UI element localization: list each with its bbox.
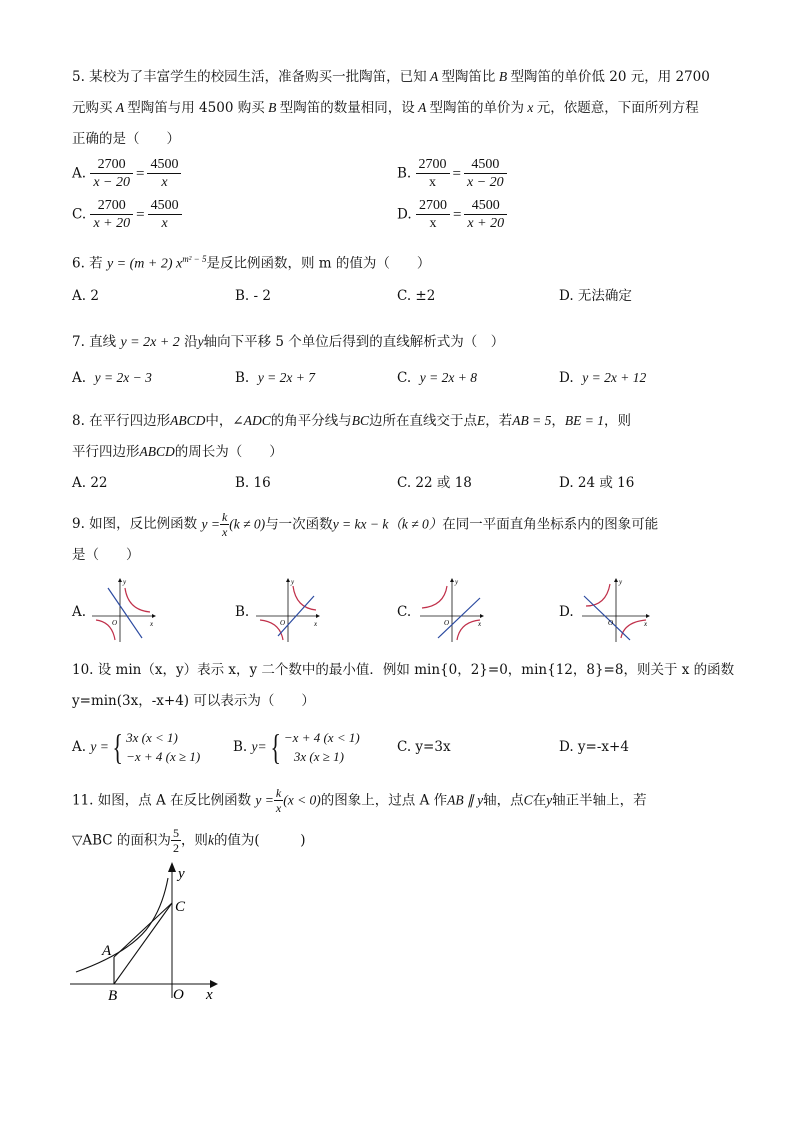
q8-option-d[interactable]: D. 24 或 16	[559, 475, 635, 491]
q8-line1: 8. 在平行四边形ABCD中，∠ADC的角平分线与BC边所在直线交于点E，若AB = 5，BE = 1，则	[72, 413, 631, 429]
q7-text: 轴向下平移 5 个单位后得到的直线解析式为（ ）	[203, 334, 505, 350]
piecewise	[126, 728, 200, 766]
q9-graph-c[interactable]	[418, 576, 486, 644]
fraction	[464, 197, 507, 232]
q5-text: 元，依题意，下面所列方程	[536, 100, 699, 116]
numerator: 4500	[464, 197, 507, 215]
hyperbola-branch	[586, 584, 610, 606]
q9-graph-a[interactable]	[90, 576, 158, 644]
option-label: D.	[397, 206, 412, 223]
numerator: 5	[172, 826, 179, 840]
linear-graph	[584, 596, 630, 640]
hyperbola-curve	[76, 878, 168, 972]
axis-label-y: y	[123, 578, 127, 586]
q9-option-d-label[interactable]: D.	[559, 604, 574, 620]
q8-text: 的周长为（ ）	[174, 444, 283, 460]
q8-text: ，则	[603, 413, 631, 429]
piecewise-row: 3x (x ≥ 1)	[293, 749, 344, 764]
q5-text: 5. 某校为了丰富学生的校园生活，准备购买一批陶笛，已知	[72, 69, 427, 85]
q9-line1	[72, 510, 658, 539]
q8-option-b[interactable]: B. 16	[235, 475, 271, 491]
q8-text: 的角平分线与	[270, 413, 352, 429]
y-axis-arrow	[168, 862, 176, 872]
fraction	[220, 510, 229, 539]
q11-c: C	[523, 792, 533, 808]
option-label: A.	[72, 739, 87, 755]
option-formula: y = 2x + 7	[257, 370, 316, 385]
axis-label-y: y	[178, 866, 185, 882]
piecewise	[284, 728, 360, 766]
q7-text: 7. 直线	[72, 334, 117, 350]
option-label: C.	[72, 206, 87, 223]
segment-ac	[114, 903, 172, 957]
option-lhs: y =	[90, 739, 109, 754]
q9-formula2: y = kx − k	[332, 516, 389, 532]
y-axis-arrow	[450, 578, 454, 582]
fraction	[416, 156, 450, 191]
denominator: 2	[172, 841, 179, 855]
q11-condition: (x < 0)	[283, 792, 321, 808]
option-formula: y = 2x + 12	[582, 370, 647, 385]
origin-label: O	[112, 619, 118, 627]
q5-text: 型陶笛的单价低 20 元，用 2700	[510, 69, 710, 85]
q7-option-b[interactable]	[235, 369, 315, 387]
q11-figure	[66, 858, 226, 1006]
q9-condition: (k ≠ 0)	[229, 516, 266, 532]
q5-text: 元购买	[72, 100, 113, 116]
axis-label-y: y	[291, 578, 295, 586]
q11-text: ，则	[180, 832, 208, 849]
q9-option-a-label[interactable]: A.	[72, 604, 87, 620]
hyperbola-branch	[422, 586, 447, 608]
option-label: B.	[397, 165, 412, 182]
option-formula: y = 2x − 3	[94, 370, 152, 385]
point-label-c: C	[175, 899, 186, 915]
denominator: x + 20	[467, 216, 505, 231]
fraction	[416, 197, 450, 232]
denominator: x	[161, 175, 168, 190]
piecewise-row: −x + 4 (x ≥ 1)	[126, 749, 201, 764]
q9-text: 9. 如图，反比例函数	[72, 516, 198, 532]
q6-option-b[interactable]: B. - 2	[235, 288, 271, 304]
fraction	[90, 156, 133, 191]
q10-line1: 10. 设 min（x，y）表示 x，y 二个数中的最小值．例如 min{0，2}=0，min{12，8}=8，则关于 x 的函数	[72, 662, 735, 678]
numerator: k	[221, 510, 228, 524]
q11-text: 在	[532, 792, 547, 809]
q11-text: 的图象上，过点 A 作	[320, 792, 448, 809]
piecewise-row: −x + 4 (x < 1)	[283, 730, 360, 745]
q7-option-a[interactable]	[72, 369, 152, 387]
fraction	[171, 826, 181, 855]
axis-label-x: x	[150, 620, 154, 628]
q9-graph-b[interactable]	[254, 576, 322, 644]
q9-option-c-label[interactable]: C.	[397, 604, 412, 620]
numerator: 2700	[90, 156, 133, 174]
q7-axis: y	[197, 334, 204, 349]
numerator: 4500	[148, 197, 182, 215]
q5-option-d[interactable]: D. $\frac{2700}{x}$ = $\frac{4500}{x + 20}$	[397, 197, 507, 232]
q8-abcd: ABCD	[170, 413, 206, 428]
q11-line1	[72, 786, 647, 815]
q10-option-a[interactable]	[72, 728, 200, 766]
option-label: A.	[72, 165, 87, 182]
option-lhs: y=	[251, 739, 267, 754]
q6-stem	[72, 250, 430, 274]
q9-text: 在同一平面直角坐标系内的图象可能	[442, 516, 659, 533]
q11-y: y	[546, 792, 553, 808]
q11-text: ▽ABC 的面积为	[72, 832, 171, 849]
q10-option-d[interactable]: D. y=-x+4	[559, 739, 629, 755]
q9-formula-lhs: y =	[201, 516, 220, 532]
numerator: 2700	[416, 197, 450, 215]
q8-option-a[interactable]: A. 22	[72, 475, 108, 491]
fraction	[274, 786, 283, 815]
x-axis-arrow	[152, 614, 156, 618]
fraction	[148, 197, 182, 232]
q11-text: 的值为( )	[213, 832, 306, 849]
axis-label-x: x	[644, 620, 648, 628]
segment-bc	[114, 903, 172, 984]
q7-option-c[interactable]	[397, 369, 477, 387]
x-axis-arrow	[316, 614, 320, 618]
q11-k: k	[207, 832, 214, 848]
piecewise-row: 3x (x < 1)	[126, 730, 178, 745]
option-label: C.	[397, 370, 412, 386]
q8-line2	[72, 443, 283, 461]
q6-option-c[interactable]: C. ±2	[397, 288, 436, 304]
origin-label: O	[608, 619, 614, 627]
axis-label-y: y	[455, 578, 459, 586]
hyperbola-branch	[125, 588, 150, 612]
fraction	[464, 156, 507, 191]
origin-label: O	[444, 619, 450, 627]
q10-option-b[interactable]	[233, 728, 360, 766]
q5-text: 型陶笛与用 4500 购买	[127, 100, 265, 116]
denominator: x + 20	[93, 216, 131, 231]
q8-abcd: ABCD	[139, 444, 175, 459]
option-label: B.	[233, 739, 248, 755]
point-label-b: B	[108, 988, 118, 1004]
numerator: 2700	[416, 156, 450, 174]
y-axis-arrow	[118, 578, 122, 582]
denominator: x	[275, 801, 282, 815]
q5-option-c[interactable]: C. $\frac{2700}{x + 20}$ = $\frac{4500}{x}$	[72, 197, 182, 232]
q9-graph-d[interactable]	[580, 576, 654, 644]
q8-be1: BE = 1	[564, 413, 604, 428]
q8-text: ，若	[485, 413, 513, 429]
q10-line2: y=min(3x，-x+4) 可以表示为（ ）	[72, 693, 315, 709]
brace-icon: {	[112, 727, 123, 767]
q11-text: 轴，点	[483, 792, 524, 809]
q9-condition: （k ≠ 0）	[388, 516, 443, 532]
q7-option-d[interactable]	[559, 369, 646, 387]
q5-line3: 正确的是（ ）	[72, 131, 180, 147]
denominator: x	[161, 216, 168, 231]
denominator: x	[429, 175, 437, 190]
q5-text: 型陶笛的单价为	[429, 100, 524, 116]
numerator: 4500	[147, 156, 181, 174]
y-axis-arrow	[286, 578, 290, 582]
q5-text: 型陶笛比	[441, 69, 496, 85]
q11-text: 轴正半轴上，若	[552, 792, 647, 809]
q9-text: 与一次函数	[265, 516, 333, 533]
q8-text: 8. 在平行四边形	[72, 413, 171, 429]
option-formula: y = 2x + 8	[419, 370, 477, 385]
q8-adc: ADC	[243, 413, 271, 428]
option-label: D.	[559, 370, 574, 386]
q11-text: 11. 如图，点 A 在反比例函数	[72, 792, 252, 809]
q11-ab: AB ∥ y	[447, 792, 484, 808]
q5-text: 型陶笛的数量相同，设	[279, 100, 415, 116]
origin-label: O	[280, 619, 286, 627]
q8-ab5: AB = 5	[512, 413, 552, 428]
axis-label-x: x	[206, 987, 213, 1003]
axis-label-y: y	[619, 578, 623, 586]
q11-line2	[72, 826, 305, 855]
option-label: B.	[235, 370, 250, 386]
fraction	[90, 197, 133, 232]
x-axis-arrow	[480, 614, 484, 618]
denominator: x − 20	[466, 175, 504, 190]
numerator: 4500	[464, 156, 507, 174]
q6-exponent: m² − 5	[182, 254, 207, 264]
q6-text: 6. 若	[72, 255, 103, 272]
q6-option-a[interactable]: A. 2	[72, 288, 99, 304]
point-label-a: A	[102, 943, 112, 959]
fraction	[147, 156, 181, 191]
q10-option-c[interactable]: C. y=3x	[397, 739, 451, 755]
denominator: x	[221, 525, 228, 539]
brace-icon: {	[270, 727, 281, 767]
q7-text: 沿	[184, 334, 198, 350]
q8-bc: BC	[351, 413, 369, 428]
axis-label-x: x	[478, 620, 482, 628]
axis-label-x: x	[314, 620, 318, 628]
q6-formula: y = (m + 2) x	[106, 256, 183, 272]
hyperbola-branch	[457, 620, 480, 640]
q8-text: 中，∠	[205, 413, 244, 429]
q6-text: 是反比例函数，则 m 的值为（ ）	[206, 255, 431, 272]
y-axis-arrow	[614, 578, 618, 582]
q8-e: E	[477, 413, 486, 428]
q8-option-c[interactable]: C. 22 或 18	[397, 475, 472, 491]
q6-option-d[interactable]: D. 无法确定	[559, 288, 632, 304]
denominator: x	[429, 216, 437, 231]
numerator: 2700	[90, 197, 133, 215]
x-axis-arrow	[646, 614, 650, 618]
q9-line2: 是（ ）	[72, 547, 140, 563]
q5-option-a[interactable]: A. $\frac{2700}{x - 20}$ = $\frac{4500}{x}$	[72, 156, 181, 191]
q5-line1: 5. 某校为了丰富学生的校园生活，准备购买一批陶笛，已知 A 型陶笛比 B 型陶笛的单价低 20 元，用 2700	[72, 69, 710, 85]
q8-text: 边所在直线交于点	[369, 413, 477, 429]
q9-option-b-label[interactable]: B.	[235, 604, 250, 620]
q5-line2: 元购买 A 型陶笛与用 4500 购买 B 型陶笛的数量相同，设 A 型陶笛的单价为 x 元，依题意，下面所列方程	[72, 100, 699, 116]
linear-graph	[108, 588, 142, 638]
q5-option-b[interactable]: B. $\frac{2700}{x}$ = $\frac{4500}{x - 20}$	[397, 156, 507, 191]
q7-formula: y = 2x + 2	[120, 335, 180, 350]
denominator: x − 20	[93, 175, 131, 190]
numerator: k	[275, 786, 282, 800]
q8-text: 平行四边形	[72, 444, 140, 460]
option-label: A.	[72, 370, 87, 386]
origin-label: O	[173, 987, 184, 1003]
q7-stem	[72, 333, 504, 352]
q11-formula-lhs: y =	[255, 792, 274, 808]
